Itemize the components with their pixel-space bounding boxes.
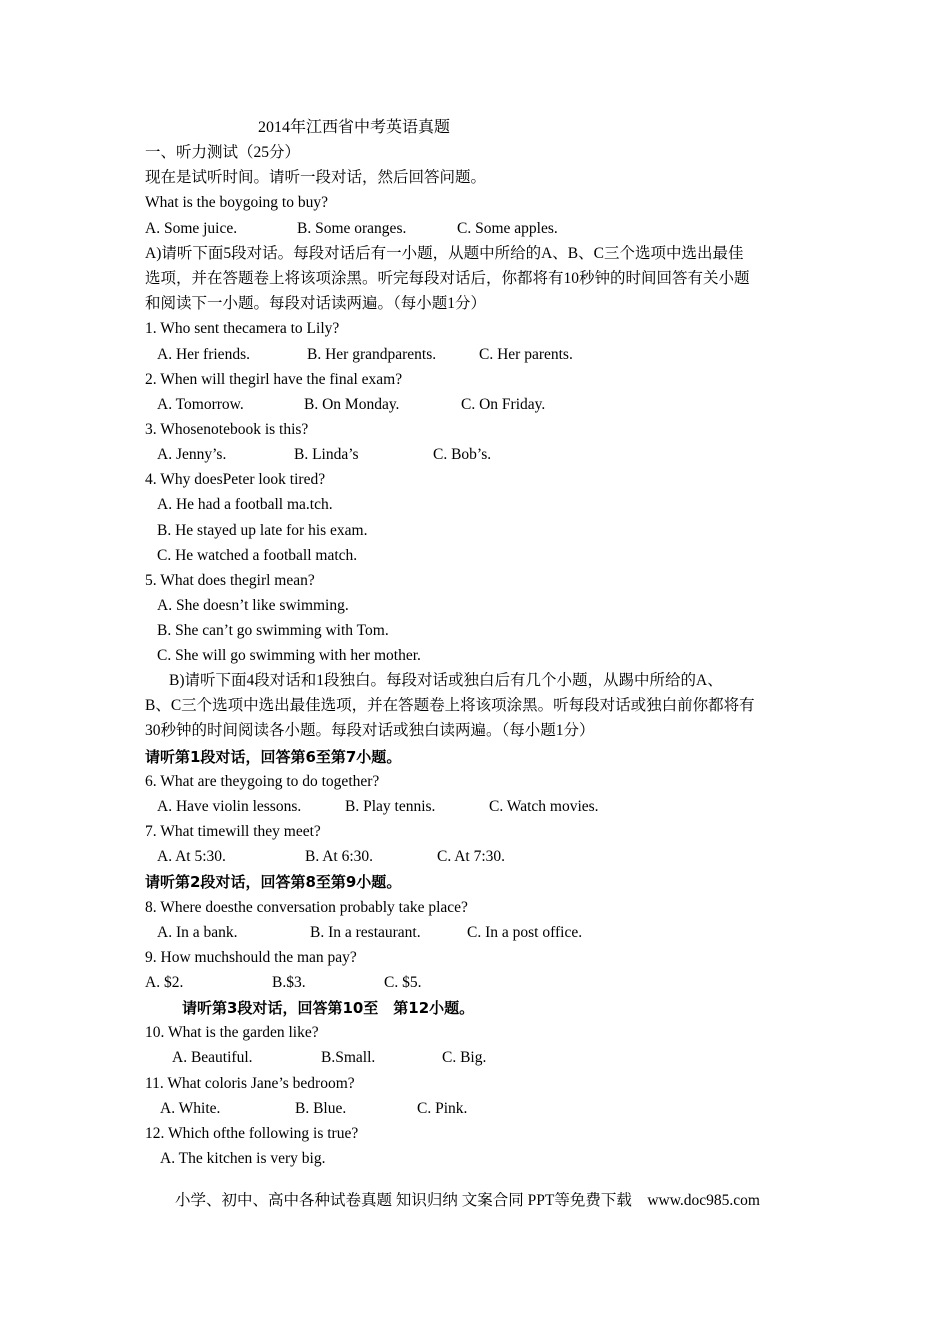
q9-option-c: C. $5. xyxy=(384,974,422,991)
q8-option-c: C. In a post office. xyxy=(467,924,583,941)
q7-option-c: C. At 7:30. xyxy=(437,848,506,865)
question-10: 10. What is the garden like? xyxy=(145,1024,319,1041)
question-12: 12. Which ofthe following is true? xyxy=(145,1125,359,1142)
page-title: 2014年江西省中考英语真题 xyxy=(258,119,451,136)
question-7: 7. What timewill they meet? xyxy=(145,823,321,840)
q3-option-a: A. Jenny’s. xyxy=(157,446,227,463)
question-11: 11. What coloris Jane’s bedroom? xyxy=(145,1075,355,1092)
q7-option-b: B. At 6:30. xyxy=(305,848,374,865)
q6-option-a: A. Have violin lessons. xyxy=(157,798,302,815)
q1-option-c: C. Her parents. xyxy=(479,346,573,363)
q3-option-b: B. Linda’s xyxy=(294,446,359,463)
question-8: 8. Where doesthe conversation probably take place? xyxy=(145,899,468,916)
q1-option-a: A. Her friends. xyxy=(157,346,250,363)
q10-option-b: B.Small. xyxy=(321,1049,376,1066)
q6-option-b: B. Play tennis. xyxy=(345,798,436,815)
part-a-intro-3: 和阅读下一小题。每段对话读两遍。（每小题1分） xyxy=(145,295,487,312)
question-5: 5. What does thegirl mean? xyxy=(145,572,315,589)
q2-option-c: C. On Friday. xyxy=(461,396,546,413)
q1-option-b: B. Her grandparents. xyxy=(307,346,437,363)
q8-option-b: B. In a restaurant. xyxy=(310,924,421,941)
question-3: 3. Whosenotebook is this? xyxy=(145,421,309,438)
q11-option-c: C. Pink. xyxy=(417,1100,468,1117)
part-b-intro-3: 30秒钟的时间阅读各小题。每段对话或独白读两遍。（每小题1分） xyxy=(145,722,595,739)
dialog-3-heading: 请听第3段对话，回答第10至 第12小题。 xyxy=(182,999,475,1017)
dialog-1-heading: 请听第1段对话，回答第6至第7小题。 xyxy=(145,748,402,766)
dialog-2-heading: 请听第2段对话，回答第8至第9小题。 xyxy=(145,873,402,891)
trial-question: What is the boygoing to buy? xyxy=(145,194,328,211)
part-a-intro-2: 选项，并在答题卷上将该项涂黑。听完每段对话后，你都将有10秒钟的时间回答有关小题 xyxy=(145,270,750,287)
trial-option-a: A. Some juice. xyxy=(145,220,238,237)
q12-option-a: A. The kitchen is very big. xyxy=(160,1150,326,1167)
question-1: 1. Who sent thecamera to Lily? xyxy=(145,320,340,337)
q5-option-c: C. She will go swimming with her mother. xyxy=(157,647,421,664)
trial-option-b: B. Some oranges. xyxy=(297,220,407,237)
trial-option-c: C. Some apples. xyxy=(457,220,558,237)
q10-option-a: A. Beautiful. xyxy=(172,1049,253,1066)
part-b-intro-2: B、C三个选项中选出最佳选项，并在答题卷上将该项涂黑。听每段对话或独白前你都将有 xyxy=(145,697,755,714)
q7-option-a: A. At 5:30. xyxy=(157,848,226,865)
part-a-intro-1: A)请听下面5段对话。每段对话后有一小题，从题中所给的A、B、C三个选项中选出最佳 xyxy=(145,245,744,262)
q6-option-c: C. Watch movies. xyxy=(489,798,599,815)
q4-option-b: B. He stayed up late for his exam. xyxy=(157,522,368,539)
q9-option-b: B.$3. xyxy=(272,974,306,991)
trial-intro: 现在是试听时间。请听一段对话，然后回答问题。 xyxy=(145,169,487,186)
question-9: 9. How muchshould the man pay? xyxy=(145,949,357,966)
question-6: 6. What are theygoing to do together? xyxy=(145,773,380,790)
question-2: 2. When will thegirl have the final exam? xyxy=(145,371,403,388)
q11-option-a: A. White. xyxy=(160,1100,221,1117)
q10-option-c: C. Big. xyxy=(442,1049,487,1066)
page-footer: 小学、初中、高中各种试卷真题 知识归纳 文案合同 PPT等免费下载 www.doc985.com xyxy=(175,1192,760,1209)
q5-option-a: A. She doesn’t like swimming. xyxy=(157,597,349,614)
q9-option-a: A. $2. xyxy=(145,974,184,991)
q4-option-c: C. He watched a football match. xyxy=(157,547,358,564)
q4-option-a: A. He had a football ma.tch. xyxy=(157,496,333,513)
section-heading: 一、听力测试（25分） xyxy=(145,144,301,161)
q11-option-b: B. Blue. xyxy=(295,1100,347,1117)
q2-option-a: A. Tomorrow. xyxy=(157,396,244,413)
part-b-intro-1: B)请听下面4段对话和1段独白。每段对话或独白后有几个小题，从踢中所给的A、 xyxy=(169,672,723,689)
q8-option-a: A. In a bank. xyxy=(157,924,238,941)
q3-option-c: C. Bob’s. xyxy=(433,446,492,463)
question-4: 4. Why doesPeter look tired? xyxy=(145,471,326,488)
q2-option-b: B. On Monday. xyxy=(304,396,400,413)
q5-option-b: B. She can’t go swimming with Tom. xyxy=(157,622,389,639)
